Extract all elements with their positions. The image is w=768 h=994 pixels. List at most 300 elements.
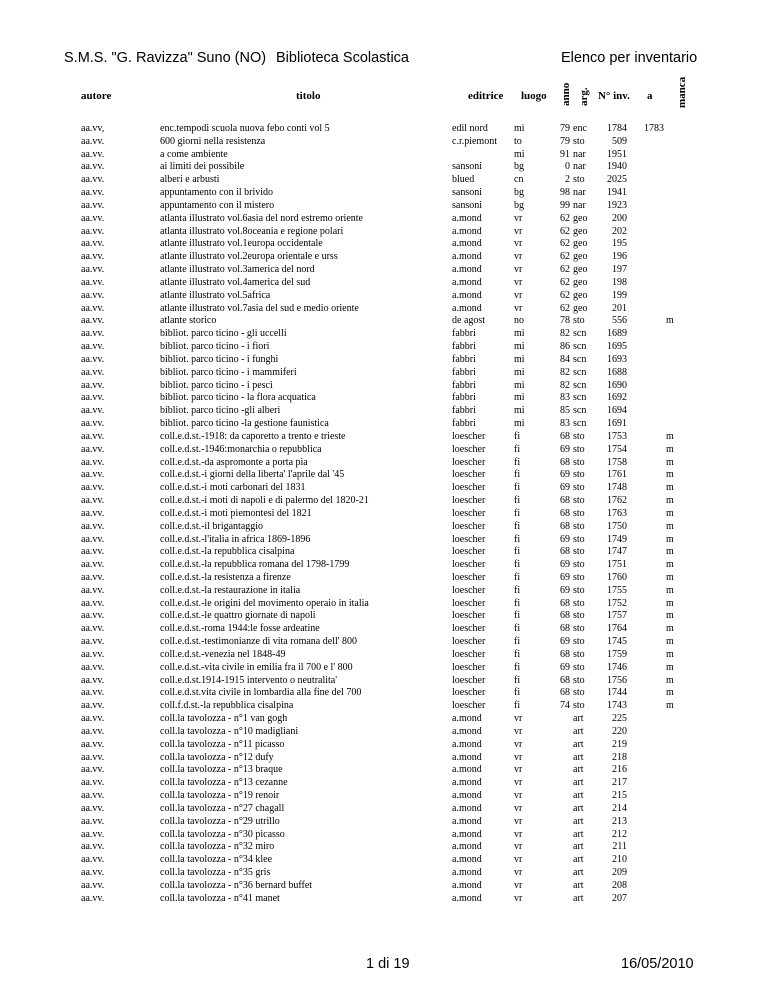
cell-editrice: loescher [452, 546, 486, 558]
table-row [0, 867, 768, 880]
cell-inv: 215 [612, 790, 627, 802]
cell-arg: art [573, 751, 584, 763]
cell-titolo: atlante illustrato vol.5africa [160, 289, 271, 301]
cell-anno: 68 [560, 456, 570, 468]
cell-arg: scn [573, 418, 587, 430]
table-row [0, 572, 768, 585]
cell-arg: art [573, 790, 584, 802]
cell-luogo: vr [514, 841, 523, 853]
cell-autore: aa.vv. [81, 430, 105, 442]
cell-luogo: bg [514, 199, 524, 211]
cell-luogo: fi [514, 571, 521, 583]
column-header-a: a [647, 90, 653, 102]
cell-autore: aa.vv. [81, 405, 105, 417]
cell-autore: aa.vv. [81, 469, 105, 481]
cell-arg: art [573, 764, 584, 776]
cell-titolo: enc.tempodi scuola nuova febo conti vol 5 [160, 123, 330, 134]
cell-anno: 84 [560, 353, 570, 365]
cell-arg: scn [573, 379, 587, 391]
cell-arg: geo [573, 212, 588, 224]
cell-titolo: coll.e.d.st.-i giorni della liberta' l'aprile dal '45 [160, 469, 345, 481]
cell-anno: 85 [560, 405, 570, 417]
cell-editrice: loescher [452, 661, 486, 673]
cell-anno: 82 [560, 366, 570, 378]
table-row [0, 610, 768, 623]
cell-luogo: fi [514, 700, 521, 712]
cell-luogo: vr [514, 790, 523, 802]
cell-autore: aa.vv. [81, 790, 105, 802]
cell-luogo: bg [514, 161, 524, 173]
cell-titolo: coll.la tavolozza - n°34 klee [160, 854, 273, 866]
cell-luogo: vr [514, 751, 523, 763]
cell-luogo: fi [514, 584, 521, 596]
cell-luogo: fi [514, 674, 521, 686]
cell-autore: aa.vv. [81, 854, 105, 866]
cell-luogo: vr [514, 289, 523, 301]
cell-inv: 195 [612, 238, 627, 250]
cell-autore: aa.vv. [81, 456, 105, 468]
cell-autore: aa.vv, [81, 123, 105, 134]
table-row [0, 893, 768, 906]
cell-autore: aa.vv. [81, 315, 105, 327]
cell-arg: sto [573, 623, 585, 635]
cell-titolo: coll.e.d.st.-da aspromonte a porta pia [160, 456, 308, 468]
report-title: Elenco per inventario [561, 50, 698, 66]
cell-editrice: a.mond [452, 751, 482, 763]
cell-autore: aa.vv. [81, 764, 105, 776]
table-row [0, 816, 768, 829]
table-row [0, 174, 768, 187]
cell-arg: geo [573, 264, 588, 276]
cell-titolo: coll.e.d.st.-la resistenza a firenze [160, 571, 291, 583]
cell-inv: 1752 [607, 597, 627, 609]
cell-arg: scn [573, 366, 587, 378]
cell-inv: 1756 [607, 674, 627, 686]
cell-autore: aa.vv. [81, 610, 105, 622]
cell-manca: m [666, 430, 674, 442]
cell-autore: aa.vv. [81, 700, 105, 712]
table-row [0, 841, 768, 854]
cell-arg: sto [573, 597, 585, 609]
cell-inv: 225 [612, 713, 627, 725]
cell-inv: 1749 [607, 533, 627, 545]
cell-inv: 209 [612, 867, 627, 879]
cell-arg: scn [573, 341, 587, 353]
cell-titolo: ai limiti dei possibile [160, 161, 245, 173]
cell-luogo: vr [514, 777, 523, 789]
cell-inv: 1923 [607, 199, 627, 211]
cell-manca: m [666, 443, 674, 455]
table-row [0, 880, 768, 893]
cell-editrice: loescher [452, 495, 486, 507]
cell-arg: sto [573, 674, 585, 686]
cell-titolo: coll.e.d.st.vita civile in lombardia alla fine del 700 [160, 687, 362, 699]
cell-inv: 213 [612, 815, 627, 827]
cell-luogo: fi [514, 456, 521, 468]
cell-anno: 62 [560, 251, 570, 263]
cell-editrice: loescher [452, 597, 486, 609]
cell-anno: 0 [565, 161, 570, 173]
cell-inv: 217 [612, 777, 627, 789]
column-header-titolo: titolo [296, 90, 321, 102]
cell-titolo: coll.la tavolozza - n°27 chagall [160, 802, 285, 814]
cell-inv: 1757 [607, 610, 627, 622]
cell-autore: aa.vv. [81, 777, 105, 789]
cell-anno: 91 [560, 148, 570, 160]
cell-titolo: bibliot. parco ticino - i mammiferi [160, 366, 297, 378]
cell-editrice: blued [452, 174, 475, 186]
cell-anno: 68 [560, 687, 570, 699]
cell-inv: 198 [612, 276, 627, 288]
cell-inv: 1755 [607, 584, 627, 596]
cell-titolo: coll.e.d.st.-i moti piemontesi del 1821 [160, 507, 312, 519]
cell-inv: 1692 [607, 392, 627, 404]
table-row [0, 251, 768, 264]
cell-manca: m [666, 584, 674, 596]
cell-arg: art [573, 892, 584, 904]
cell-editrice: loescher [452, 700, 486, 712]
cell-luogo: vr [514, 251, 523, 263]
cell-titolo: coll.la tavolozza - n°35 gris [160, 867, 271, 879]
cell-anno: 69 [560, 533, 570, 545]
cell-arg: art [573, 815, 584, 827]
cell-anno: 68 [560, 623, 570, 635]
cell-manca: m [666, 636, 674, 648]
table-row [0, 726, 768, 739]
cell-editrice: de agost [452, 315, 486, 327]
cell-autore: aa.vv. [81, 867, 105, 879]
cell-luogo: fi [514, 469, 521, 481]
cell-autore: aa.vv. [81, 546, 105, 558]
cell-titolo: coll.la tavolozza - n°41 manet [160, 892, 280, 904]
cell-anno: 62 [560, 264, 570, 276]
cell-anno: 62 [560, 302, 570, 314]
cell-titolo: bibliot. parco ticino - i fiori [160, 341, 270, 353]
cell-anno: 98 [560, 187, 570, 199]
cell-titolo: bibliot. parco ticino -la gestione faunistica [160, 418, 329, 430]
cell-luogo: fi [514, 495, 521, 507]
cell-arg: geo [573, 238, 588, 250]
cell-manca: m [666, 674, 674, 686]
cell-anno: 68 [560, 610, 570, 622]
table-row [0, 585, 768, 598]
cell-titolo: bibliot. parco ticino - gli uccelli [160, 328, 287, 340]
cell-editrice: a.mond [452, 713, 482, 725]
cell-editrice: c.r.piemont [452, 135, 497, 147]
table-row [0, 829, 768, 842]
cell-inv: 1784 [607, 123, 627, 134]
cell-arg: geo [573, 251, 588, 263]
cell-titolo: coll.e.d.st.-i moti carbonari del 1831 [160, 482, 306, 494]
table-row [0, 764, 768, 777]
cell-autore: aa.vv. [81, 161, 105, 173]
cell-luogo: vr [514, 238, 523, 250]
cell-arg: nar [573, 161, 586, 173]
cell-luogo: mi [514, 341, 525, 353]
cell-titolo: coll.la tavolozza - n°13 cezanne [160, 777, 288, 789]
cell-luogo: fi [514, 546, 521, 558]
table-row [0, 636, 768, 649]
cell-autore: aa.vv. [81, 841, 105, 853]
cell-editrice: loescher [452, 443, 486, 455]
table-row [0, 713, 768, 726]
cell-titolo: a come ambiente [160, 148, 228, 160]
table-row [0, 546, 768, 559]
cell-titolo: coll.e.d.st.-vita civile in emilia fra il 700 e l' 800 [160, 661, 353, 673]
table-row [0, 354, 768, 367]
cell-autore: aa.vv. [81, 584, 105, 596]
table-row [0, 623, 768, 636]
cell-autore: aa.vv. [81, 353, 105, 365]
cell-autore: aa.vv. [81, 392, 105, 404]
cell-luogo: mi [514, 392, 525, 404]
table-row [0, 328, 768, 341]
cell-anno: 83 [560, 418, 570, 430]
table-row [0, 431, 768, 444]
cell-editrice: a.mond [452, 738, 482, 750]
cell-editrice: a.mond [452, 815, 482, 827]
cell-luogo: vr [514, 802, 523, 814]
table-row [0, 418, 768, 431]
cell-arg: sto [573, 610, 585, 622]
cell-luogo: to [514, 135, 522, 147]
cell-editrice: loescher [452, 482, 486, 494]
cell-inv: 207 [612, 892, 627, 904]
cell-editrice: a.mond [452, 777, 482, 789]
cell-titolo: coll.la tavolozza - n°36 bernard buffet [160, 879, 313, 891]
cell-arg: sto [573, 520, 585, 532]
cell-inv: 556 [612, 315, 627, 327]
cell-editrice: a.mond [452, 892, 482, 904]
cell-inv: 1693 [607, 353, 627, 365]
cell-editrice: sansoni [452, 161, 482, 173]
cell-arg: art [573, 867, 584, 879]
cell-inv: 1762 [607, 495, 627, 507]
table-row [0, 662, 768, 675]
table-row [0, 161, 768, 174]
cell-anno: 68 [560, 674, 570, 686]
cell-autore: aa.vv. [81, 302, 105, 314]
table-row [0, 854, 768, 867]
cell-autore: aa.vv. [81, 648, 105, 660]
cell-autore: aa.vv. [81, 187, 105, 199]
cell-luogo: mi [514, 123, 525, 134]
cell-editrice: a.mond [452, 238, 482, 250]
cell-luogo: mi [514, 328, 525, 340]
cell-manca: m [666, 315, 674, 327]
cell-titolo: atlante storico [160, 315, 217, 327]
cell-editrice: a.mond [452, 764, 482, 776]
cell-editrice: loescher [452, 674, 486, 686]
cell-anno: 69 [560, 584, 570, 596]
cell-arg: sto [573, 456, 585, 468]
cell-autore: aa.vv. [81, 623, 105, 635]
cell-editrice: loescher [452, 623, 486, 635]
cell-anno: 62 [560, 289, 570, 301]
table-row [0, 264, 768, 277]
cell-autore: aa.vv. [81, 636, 105, 648]
cell-editrice: loescher [452, 559, 486, 571]
cell-editrice: fabbri [452, 418, 476, 430]
cell-manca: m [666, 623, 674, 635]
table-row [0, 341, 768, 354]
table-row [0, 559, 768, 572]
cell-inv: 1694 [607, 405, 627, 417]
cell-manca: m [666, 495, 674, 507]
cell-anno: 69 [560, 482, 570, 494]
cell-arg: sto [573, 430, 585, 442]
cell-editrice: a.mond [452, 302, 482, 314]
cell-autore: aa.vv. [81, 661, 105, 673]
cell-anno: 82 [560, 328, 570, 340]
cell-luogo: vr [514, 713, 523, 725]
cell-arg: art [573, 828, 584, 840]
cell-inv: 1689 [607, 328, 627, 340]
cell-editrice: a.mond [452, 867, 482, 879]
cell-arg: nar [573, 199, 586, 211]
table-row [0, 444, 768, 457]
cell-luogo: fi [514, 648, 521, 660]
cell-autore: aa.vv. [81, 751, 105, 763]
cell-titolo: coll.e.d.st.-venezia nel 1848-49 [160, 648, 286, 660]
cell-editrice: loescher [452, 687, 486, 699]
cell-autore: aa.vv. [81, 713, 105, 725]
cell-anno: 74 [560, 700, 570, 712]
cell-anno: 79 [560, 135, 570, 147]
cell-arg: art [573, 879, 584, 891]
cell-titolo: atlante illustrato vol.4america del sud [160, 276, 311, 288]
cell-editrice: loescher [452, 430, 486, 442]
cell-editrice: loescher [452, 571, 486, 583]
cell-autore: aa.vv. [81, 687, 105, 699]
cell-autore: aa.vv. [81, 520, 105, 532]
table-row [0, 213, 768, 226]
cell-autore: aa.vv. [81, 212, 105, 224]
cell-arg: nar [573, 187, 586, 199]
cell-titolo: atlante illustrato vol.7asia del sud e medio oriente [160, 302, 359, 314]
cell-luogo: vr [514, 815, 523, 827]
cell-editrice: a.mond [452, 276, 482, 288]
cell-titolo: coll.e.d.st.1914-1915 intervento o neutralita' [160, 674, 338, 686]
cell-autore: aa.vv. [81, 815, 105, 827]
cell-editrice: loescher [452, 610, 486, 622]
cell-anno: 68 [560, 430, 570, 442]
cell-anno: 69 [560, 571, 570, 583]
cell-editrice: edil nord [452, 123, 488, 134]
cell-editrice: fabbri [452, 328, 476, 340]
table-row [0, 149, 768, 162]
cell-inv: 201 [612, 302, 627, 314]
cell-manca: m [666, 546, 674, 558]
cell-titolo: bibliot. parco ticino - la flora acquatica [160, 392, 316, 404]
cell-luogo: mi [514, 405, 525, 417]
cell-manca: m [666, 507, 674, 519]
cell-editrice: a.mond [452, 879, 482, 891]
cell-arg: sto [573, 495, 585, 507]
table-row [0, 392, 768, 405]
cell-autore: aa.vv. [81, 418, 105, 430]
cell-autore: aa.vv. [81, 225, 105, 237]
cell-autore: aa.vv. [81, 443, 105, 455]
cell-luogo: vr [514, 828, 523, 840]
cell-anno: 83 [560, 392, 570, 404]
cell-inv: 1763 [607, 507, 627, 519]
cell-titolo: coll.e.d.st.-la restaurazione in italia [160, 584, 301, 596]
cell-titolo: appuntamento con il brivido [160, 187, 274, 199]
cell-inv: 1695 [607, 341, 627, 353]
cell-titolo: coll.e.d.st.-1918: da caporetto a trento e trieste [160, 430, 346, 442]
cell-editrice: a.mond [452, 289, 482, 301]
cell-arg: sto [573, 174, 585, 186]
cell-anno: 68 [560, 495, 570, 507]
cell-autore: aa.vv. [81, 879, 105, 891]
cell-luogo: vr [514, 892, 523, 904]
cell-anno: 62 [560, 276, 570, 288]
cell-titolo: coll.e.d.st.-la repubblica cisalpina [160, 546, 295, 558]
cell-editrice: a.mond [452, 725, 482, 737]
table-row [0, 739, 768, 752]
cell-editrice: fabbri [452, 392, 476, 404]
cell-luogo: vr [514, 225, 523, 237]
cell-luogo: cn [514, 174, 524, 186]
cell-arg: sto [573, 571, 585, 583]
cell-inv: 1940 [607, 161, 627, 173]
cell-titolo: bibliot. parco ticino - i funghi [160, 353, 279, 365]
cell-titolo: coll.e.d.st.-testimonianze di vita romana dell' 800 [160, 636, 358, 648]
cell-manca: m [666, 469, 674, 481]
table-row [0, 598, 768, 611]
cell-autore: aa.vv. [81, 482, 105, 494]
cell-arg: scn [573, 392, 587, 404]
cell-titolo: coll.la tavolozza - n°13 braque [160, 764, 283, 776]
cell-editrice: fabbri [452, 353, 476, 365]
table-row [0, 687, 768, 700]
cell-inv: 1753 [607, 430, 627, 442]
cell-inv: 1743 [607, 700, 627, 712]
cell-luogo: mi [514, 353, 525, 365]
table-row [0, 136, 768, 149]
cell-editrice: a.mond [452, 225, 482, 237]
cell-anno: 62 [560, 238, 570, 250]
cell-anno: 69 [560, 559, 570, 571]
cell-luogo: vr [514, 725, 523, 737]
cell-arg: sto [573, 700, 585, 712]
cell-luogo: mi [514, 418, 525, 430]
table-row [0, 303, 768, 316]
cell-arg: sto [573, 507, 585, 519]
cell-editrice: loescher [452, 636, 486, 648]
table-row [0, 290, 768, 303]
cell-editrice: a.mond [452, 828, 482, 840]
cell-inv: 218 [612, 751, 627, 763]
table-row [0, 495, 768, 508]
cell-inv: 509 [612, 135, 627, 147]
cell-autore: aa.vv. [81, 328, 105, 340]
cell-inv: 1688 [607, 366, 627, 378]
cell-manca: m [666, 687, 674, 699]
cell-autore: aa.vv. [81, 802, 105, 814]
cell-autore: aa.vv. [81, 725, 105, 737]
cell-arg: sto [573, 469, 585, 481]
cell-luogo: fi [514, 687, 521, 699]
cell-anno: 62 [560, 225, 570, 237]
cell-titolo: alberi e arbusti [160, 174, 220, 186]
table-row [0, 803, 768, 816]
cell-anno: 68 [560, 520, 570, 532]
cell-autore: aa.vv. [81, 597, 105, 609]
cell-luogo: vr [514, 276, 523, 288]
cell-luogo: fi [514, 597, 521, 609]
